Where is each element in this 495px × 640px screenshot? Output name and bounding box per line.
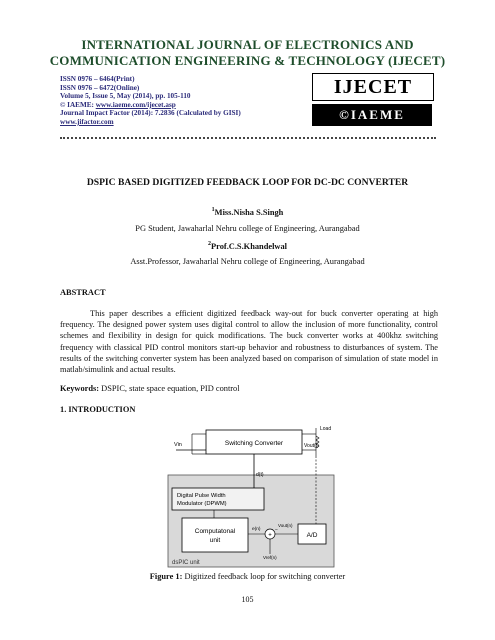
author2-name: Prof.C.S.Khandelwal bbox=[211, 241, 287, 251]
figure-caption bbox=[0, 572, 495, 581]
header-divider bbox=[60, 137, 436, 139]
iaeme-logo: ©IAEME bbox=[312, 104, 432, 126]
comp-label-line1: Computatonal bbox=[194, 528, 236, 535]
caption-text: Digitized feedback loop for switching converter bbox=[182, 572, 346, 581]
dpwm-label-line2: Modulator (DPWM) bbox=[177, 501, 227, 507]
minus-sign: − bbox=[275, 527, 278, 533]
feedback-loop-figure bbox=[150, 420, 350, 568]
jifactor-line bbox=[60, 118, 241, 127]
author1 bbox=[0, 207, 495, 217]
abstract-heading: ABSTRACT bbox=[60, 288, 106, 297]
journal-title-line2: COMMUNICATION ENGINEERING & TECHNOLOGY (IJECET) bbox=[49, 53, 446, 68]
author1-name: Miss.Nisha S.Singh bbox=[214, 207, 284, 217]
dt-label: d(t) bbox=[256, 472, 264, 478]
vref-n-label: Vref(n) bbox=[263, 555, 277, 560]
dspic-unit-label: dsPIC unit bbox=[172, 560, 200, 566]
impact-factor: Journal Impact Factor (2014): 7.2836 (Calculated by GISI) bbox=[60, 109, 241, 118]
vout-n-label: Vout(n) bbox=[278, 523, 293, 528]
iaeme-prefix: © IAEME: bbox=[60, 100, 96, 109]
ad-label: A/D bbox=[306, 532, 318, 539]
issn-print: ISSN 0976 – 6464(Print) bbox=[60, 75, 135, 83]
vout-label: Vout(t) bbox=[304, 443, 319, 449]
author1-sup: 1 bbox=[211, 207, 215, 213]
section-heading: 1. INTRODUCTION bbox=[60, 405, 136, 414]
keywords-text: DSPIC, state space equation, PID control bbox=[99, 384, 240, 393]
journal-title-line1: INTERNATIONAL JOURNAL OF ELECTRONICS AND bbox=[81, 37, 414, 52]
affiliation1: PG Student, Jawaharlal Nehru college of Engineering, Aurangabad bbox=[135, 224, 360, 233]
abstract-text: This paper describes a efficient digitized feedback way-out for buck converter operating at high frequency. The designed power system uses digital control to allow the inclusion of more functionality, control schemes and flexibility in design for quick modifications. The buck converter works at 400khz switching frequency with classical PID control monitors start-up behavior and robustness to disturbances of system. The results of the switching converter system has been analyzed based on comparison of simulation of state model in matlab/simulink and actual results. bbox=[60, 309, 438, 375]
e-n-label: e(n) bbox=[252, 527, 261, 532]
plus-sign: + bbox=[268, 532, 272, 539]
volume-info: Volume 5, Issue 5, May (2014), pp. 105-110 bbox=[60, 92, 191, 101]
page-number: 105 bbox=[241, 595, 254, 604]
author2-sup: 2 bbox=[208, 241, 212, 247]
journal-info bbox=[60, 75, 241, 127]
computational-unit-box bbox=[182, 518, 248, 552]
caption-label: Figure 1: bbox=[149, 572, 183, 581]
switching-converter-label: Switching Converter bbox=[224, 440, 284, 447]
jifactor-link[interactable]: www.jifactor.com bbox=[60, 117, 114, 126]
issn-online: ISSN 0976 – 6472(Online) bbox=[60, 83, 140, 92]
comp-label-line2: unit bbox=[209, 537, 221, 544]
load-label: Load bbox=[320, 426, 332, 432]
affiliation2: Asst.Professor, Jawaharlal Nehru college of Engineering, Aurangabad bbox=[130, 257, 365, 266]
keywords bbox=[60, 384, 240, 393]
author2 bbox=[0, 241, 495, 251]
iaeme-link[interactable]: www.iaeme.com/ijecet.asp bbox=[95, 100, 176, 109]
dpwm-label-line1: Digital Pulse Width bbox=[177, 493, 226, 499]
keywords-label: Keywords: bbox=[60, 384, 100, 393]
ijecet-logo: IJECET bbox=[312, 73, 434, 101]
paper-title: DSPIC BASED DIGITIZED FEEDBACK LOOP FOR DC-DC CONVERTER bbox=[86, 177, 409, 188]
iaeme-line bbox=[60, 101, 241, 110]
vin-label: Vin bbox=[174, 442, 182, 448]
